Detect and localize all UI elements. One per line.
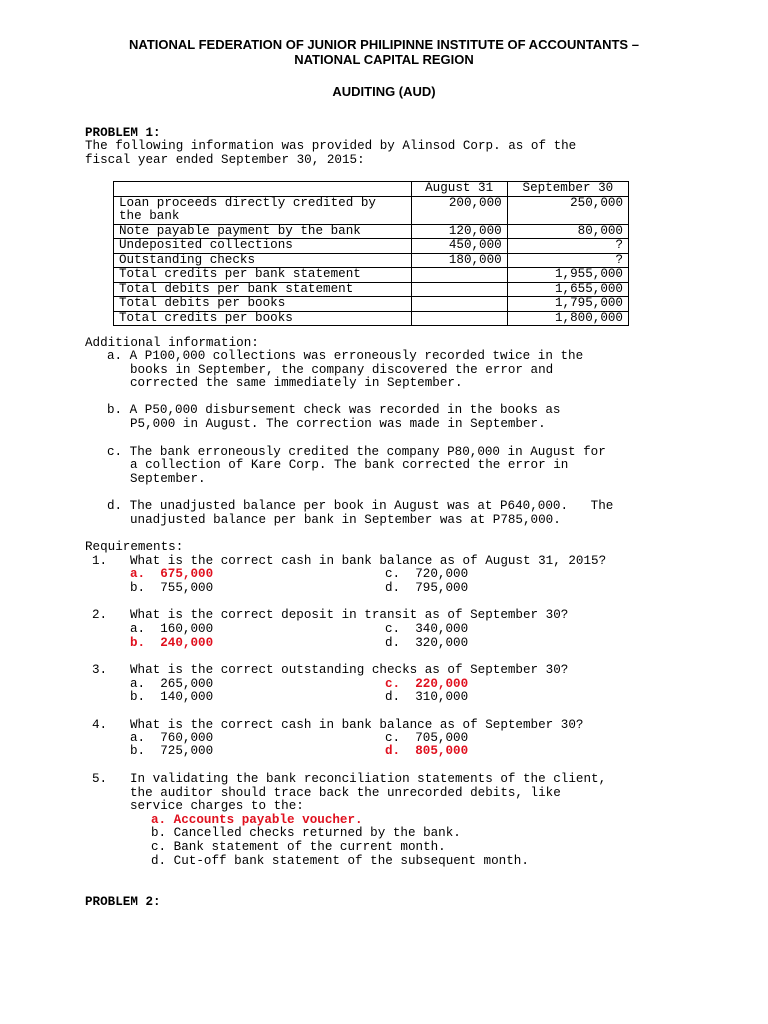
note-c-line2: a collection of Kare Corp. The bank corrected the error in: [130, 458, 569, 472]
col-header-august: August 31: [411, 182, 507, 197]
problem1-title: PROBLEM 1:: [85, 126, 161, 140]
q2-choice-d: d. 320,000: [385, 636, 469, 650]
table-row: [114, 196, 629, 224]
cell-september: 80,000: [507, 224, 628, 239]
table-header-row: [114, 182, 629, 197]
q5-choice-b: b. Cancelled checks returned by the bank.: [151, 826, 461, 840]
cell-august: [411, 297, 507, 312]
row-label-line1: Loan proceeds directly credited by: [119, 195, 376, 210]
cell-september: ?: [507, 253, 628, 268]
q2-choice-c: c. 340,000: [385, 622, 469, 636]
q5-choice-c: c. Bank statement of the current month.: [151, 840, 446, 854]
q5-choice-a-answer: a. Accounts payable voucher.: [151, 813, 363, 827]
table-row: [114, 297, 629, 312]
col-header-september: September 30: [507, 182, 628, 197]
cell-september: 1,795,000: [507, 297, 628, 312]
cell-september: 1,955,000: [507, 268, 628, 283]
q3-choice-a: a. 265,000: [130, 677, 214, 691]
cell-september: 250,000: [507, 196, 628, 224]
cell-september: 1,800,000: [507, 311, 628, 326]
problem1-intro-line1: The following information was provided by Alinsod Corp. as of the: [85, 139, 577, 153]
table-row: [114, 282, 629, 297]
row-label: Total credits per books: [114, 311, 412, 326]
note-b-line1: b. A P50,000 disbursement check was recorded in the books as: [107, 403, 561, 417]
cell-august: 450,000: [411, 239, 507, 254]
row-label: [114, 196, 412, 224]
table-row: [114, 268, 629, 283]
cell-august: [411, 282, 507, 297]
question-number: 4.: [92, 718, 108, 732]
note-a-line2: books in September, the company discovered the error and: [130, 363, 554, 377]
table-row: [114, 239, 629, 254]
reconciliation-table: [113, 181, 629, 326]
row-label: Total debits per books: [114, 297, 412, 312]
question-5-text-line2: the auditor should trace back the unrecorded debits, like: [130, 786, 561, 800]
q5-choice-d: d. Cut-off bank statement of the subsequent month.: [151, 854, 529, 868]
note-d-line1: d. The unadjusted balance per book in August was at P640,000. The: [107, 499, 614, 513]
note-c-line3: September.: [130, 472, 206, 486]
question-number: 1.: [92, 554, 108, 568]
note-a-line3: corrected the same immediately in September.: [130, 376, 463, 390]
q1-choice-c: c. 720,000: [385, 567, 469, 581]
requirements-heading: Requirements:: [85, 540, 184, 554]
cell-august: 180,000: [411, 253, 507, 268]
row-label-line2: the bank: [119, 209, 180, 223]
question-4-text: What is the correct cash in bank balance as of September 30?: [130, 718, 584, 732]
question-1-text: What is the correct cash in bank balance as of August 31, 2015?: [130, 554, 607, 568]
q4-choice-b: b. 725,000: [130, 744, 214, 758]
cell-august: 120,000: [411, 224, 507, 239]
problem2-title: PROBLEM 2:: [85, 895, 161, 909]
question-number: 5.: [92, 772, 108, 786]
q2-choice-a: a. 160,000: [130, 622, 214, 636]
row-label: Total debits per bank statement: [114, 282, 412, 297]
table-row: [114, 311, 629, 326]
question-number: 2.: [92, 608, 108, 622]
q3-choice-c-answer: c. 220,000: [385, 677, 469, 691]
table-header-blank: [114, 182, 412, 197]
row-label: Total credits per bank statement: [114, 268, 412, 283]
cell-august: [411, 268, 507, 283]
q4-choice-c: c. 705,000: [385, 731, 469, 745]
note-a-line1: a. A P100,000 collections was erroneously recorded twice in the: [107, 349, 584, 363]
cell-september: 1,655,000: [507, 282, 628, 297]
q2-choice-b-answer: b. 240,000: [130, 636, 214, 650]
subject-title: AUDITING (AUD): [332, 84, 436, 99]
question-2-text: What is the correct deposit in transit as of September 30?: [130, 608, 569, 622]
question-5-text-line1: In validating the bank reconciliation statements of the client,: [130, 772, 607, 786]
row-label: Note payable payment by the bank: [114, 224, 412, 239]
table-row: [114, 224, 629, 239]
question-3-text: What is the correct outstanding checks as of September 30?: [130, 663, 569, 677]
cell-august: 200,000: [411, 196, 507, 224]
org-title-line2: NATIONAL CAPITAL REGION: [294, 52, 474, 67]
org-title-line1: NATIONAL FEDERATION OF JUNIOR PHILIPINNE INSTITUTE OF ACCOUNTANTS –: [129, 37, 639, 52]
note-c-line1: c. The bank erroneously credited the company P80,000 in August for: [107, 445, 606, 459]
question-number: 3.: [92, 663, 108, 677]
note-d-line2: unadjusted balance per bank in September was at P785,000.: [130, 513, 561, 527]
note-b-line2: P5,000 in August. The correction was made in September.: [130, 417, 546, 431]
table-row: [114, 253, 629, 268]
cell-september: ?: [507, 239, 628, 254]
q4-choice-a: a. 760,000: [130, 731, 214, 745]
q3-choice-b: b. 140,000: [130, 690, 214, 704]
row-label: Undeposited collections: [114, 239, 412, 254]
question-5-text-line3: service charges to the:: [130, 799, 304, 813]
q1-choice-d: d. 795,000: [385, 581, 469, 595]
q3-choice-d: d. 310,000: [385, 690, 469, 704]
problem1-intro-line2: fiscal year ended September 30, 2015:: [85, 153, 365, 167]
q1-choice-a-answer: a. 675,000: [130, 567, 214, 581]
row-label: Outstanding checks: [114, 253, 412, 268]
additional-info-heading: Additional information:: [85, 336, 259, 350]
q1-choice-b: b. 755,000: [130, 581, 214, 595]
q4-choice-d-answer: d. 805,000: [385, 744, 469, 758]
cell-august: [411, 311, 507, 326]
